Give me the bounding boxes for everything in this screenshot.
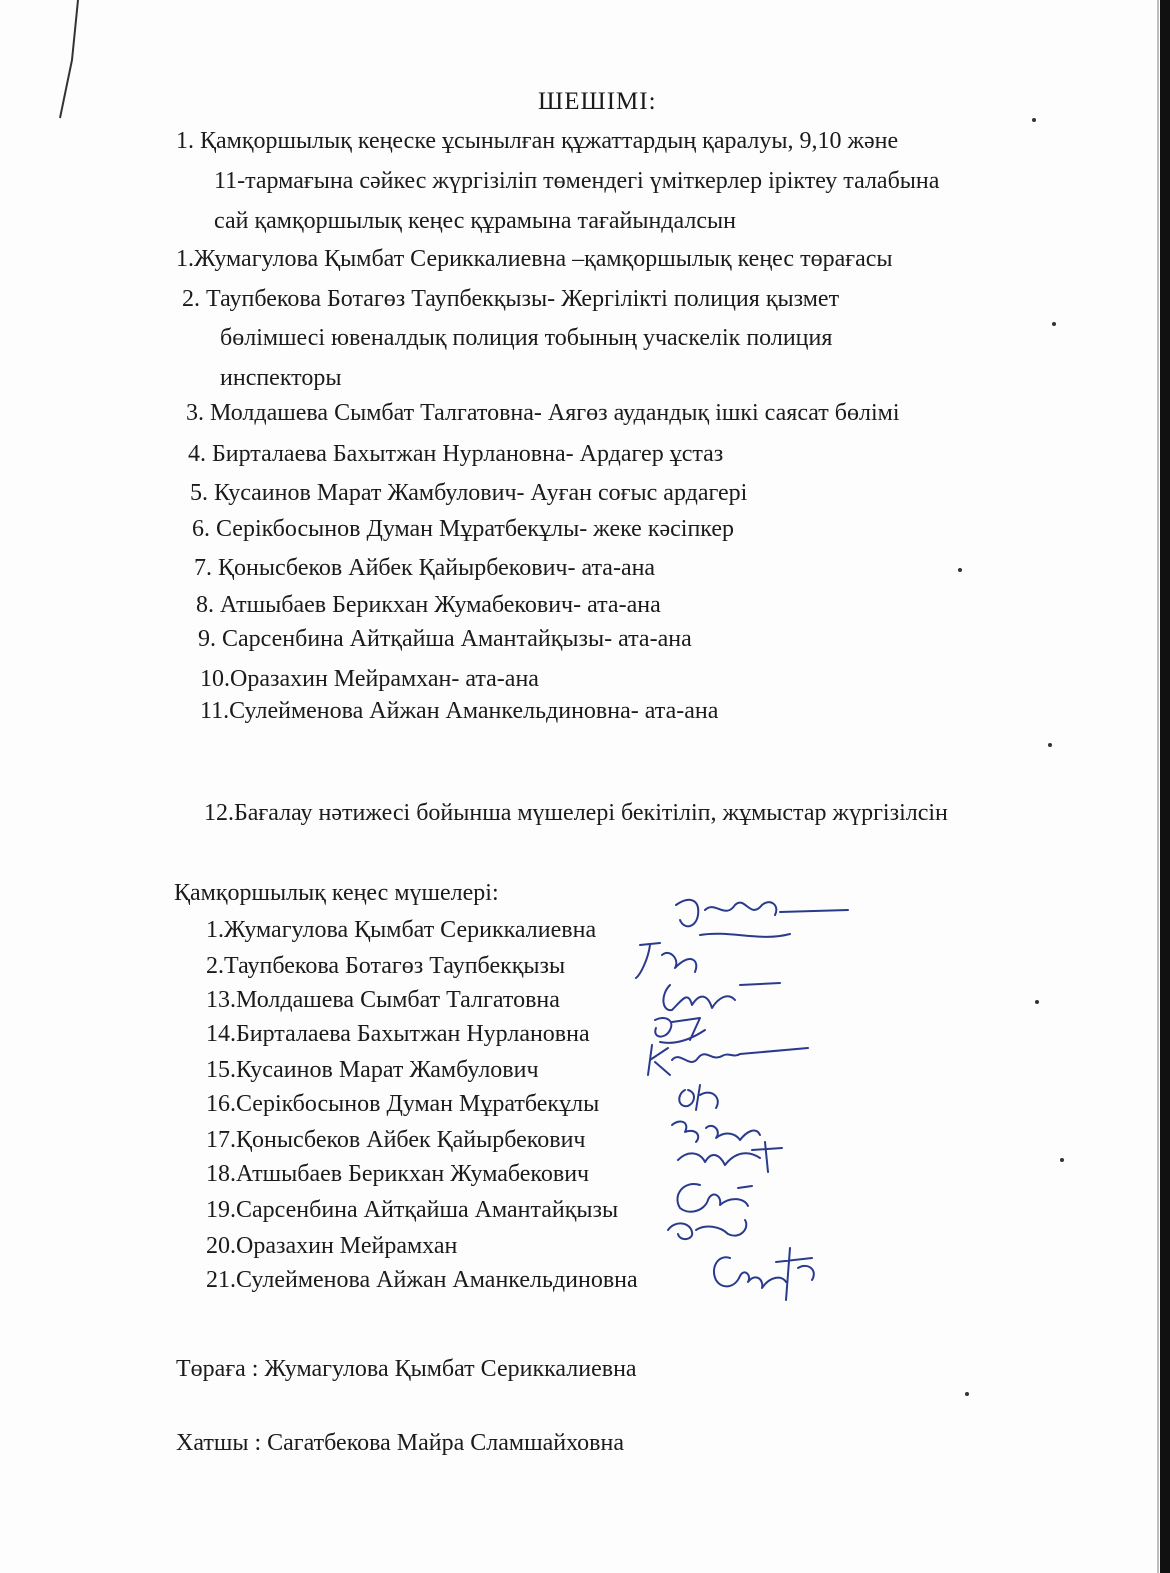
decision-line: 1.Жумагулова Қымбат Сериккалиевна –қамқоршылық кеңес төрағасы: [176, 246, 893, 272]
decision-line: 10.Оразахин Мейрамхан- ата-ана: [200, 666, 539, 692]
signature-6: [679, 1085, 718, 1110]
scan-edge: [1160, 0, 1170, 1573]
member-line: 19.Сарсенбина Айтқайша Амантайқызы: [206, 1197, 619, 1223]
member-line: 14.Бирталаева Бахытжан Нурлановна: [206, 1021, 590, 1047]
scan-edge-line: [1157, 0, 1159, 1573]
signature-4: [655, 1018, 705, 1043]
member-line: 2.Таупбекова Ботагөз Таупбекқызы: [206, 953, 566, 979]
member-line: 21.Сулейменова Айжан Аманкельдиновна: [206, 1267, 638, 1293]
member-line: 18.Атшыбаев Берикхан Жумабекович: [206, 1161, 590, 1187]
chair-line: Төраға : Жумагулова Қымбат Сериккалиевна: [176, 1356, 637, 1382]
signature-7: [672, 1121, 782, 1172]
document-title: ШЕШІМІ:: [538, 88, 657, 115]
member-line: 16.Серікбосынов Думан Мұратбекұлы: [206, 1091, 600, 1117]
decision-line: инспекторы: [220, 365, 342, 391]
decision-line: 8. Атшыбаев Берикхан Жумабекович- ата-ана: [196, 592, 661, 618]
scan-speck: [1035, 1000, 1039, 1004]
decision-line: 11.Сулейменова Айжан Аманкельдиновна- ата-ана: [200, 698, 719, 724]
decision-line: 6. Серікбосынов Думан Мұратбекұлы- жеке кәсіпкер: [192, 516, 735, 542]
signature-11: [714, 1248, 814, 1300]
decision-line: 5. Кусаинов Марат Жамбулович- Ауған соғыс ардагері: [190, 480, 748, 506]
decision-line: 1. Қамқоршылық кеңеске ұсынылған құжаттардың қаралуы, 9,10 және: [176, 128, 899, 154]
decision-line: сай қамқоршылық кеңес құрамына тағайындалсын: [214, 208, 736, 234]
decision-line: 2. Таупбекова Ботагөз Таупбекқызы- Жергілікті полиция қызмет: [182, 286, 840, 312]
decision-line: 4. Бирталаева Бахытжан Нурлановна- Ардагер ұстаз: [188, 441, 724, 467]
decision-line: 3. Молдашева Сымбат Талгатовна- Аягөз аудандық ішкі саясат бөлімі: [186, 400, 900, 426]
scan-speck: [1060, 1158, 1064, 1162]
member-line: 20.Оразахин Мейрамхан: [206, 1233, 458, 1259]
decision-line: 9. Сарсенбина Айтқайша Амантайқызы- ата-ана: [198, 626, 692, 652]
signature-1: [676, 900, 848, 937]
scan-speck: [965, 1392, 969, 1396]
decision-line: 7. Қонысбеков Айбек Қайырбекович- ата-ана: [194, 555, 656, 581]
signature-2: [636, 943, 696, 978]
scan-speck: [1032, 118, 1036, 122]
decision-line: 11-тармағына сәйкес жүргізіліп төмендегі үміткерлер іріктеу талабына: [214, 168, 940, 194]
secretary-line: Хатшы : Сагатбекова Майра Сламшайховна: [176, 1430, 625, 1456]
scan-speck: [958, 568, 962, 572]
decision-line: бөлімшесі ювеналдық полиция тобының учаскелік полиция: [220, 325, 833, 351]
scan-speck: [1048, 743, 1052, 747]
signature-3: [663, 983, 780, 1010]
members-heading: Қамқоршылық кеңес мүшелері:: [174, 880, 499, 906]
member-line: 15.Кусаинов Марат Жамбулович: [206, 1057, 539, 1083]
signature-5: [648, 1045, 808, 1075]
scan-speck: [1052, 322, 1056, 326]
pen-mark: [50, 0, 90, 120]
signature-9: [668, 1184, 752, 1239]
member-line: 1.Жумагулова Қымбат Сериккалиевна: [206, 917, 597, 943]
member-line: 17.Қонысбеков Айбек Қайырбекович: [206, 1127, 586, 1153]
decision-line: 12.Бағалау нәтижесі бойынша мүшелері бекітіліп, жұмыстар жүргізілсін: [204, 800, 948, 826]
member-line: 13.Молдашева Сымбат Талгатовна: [206, 987, 560, 1013]
